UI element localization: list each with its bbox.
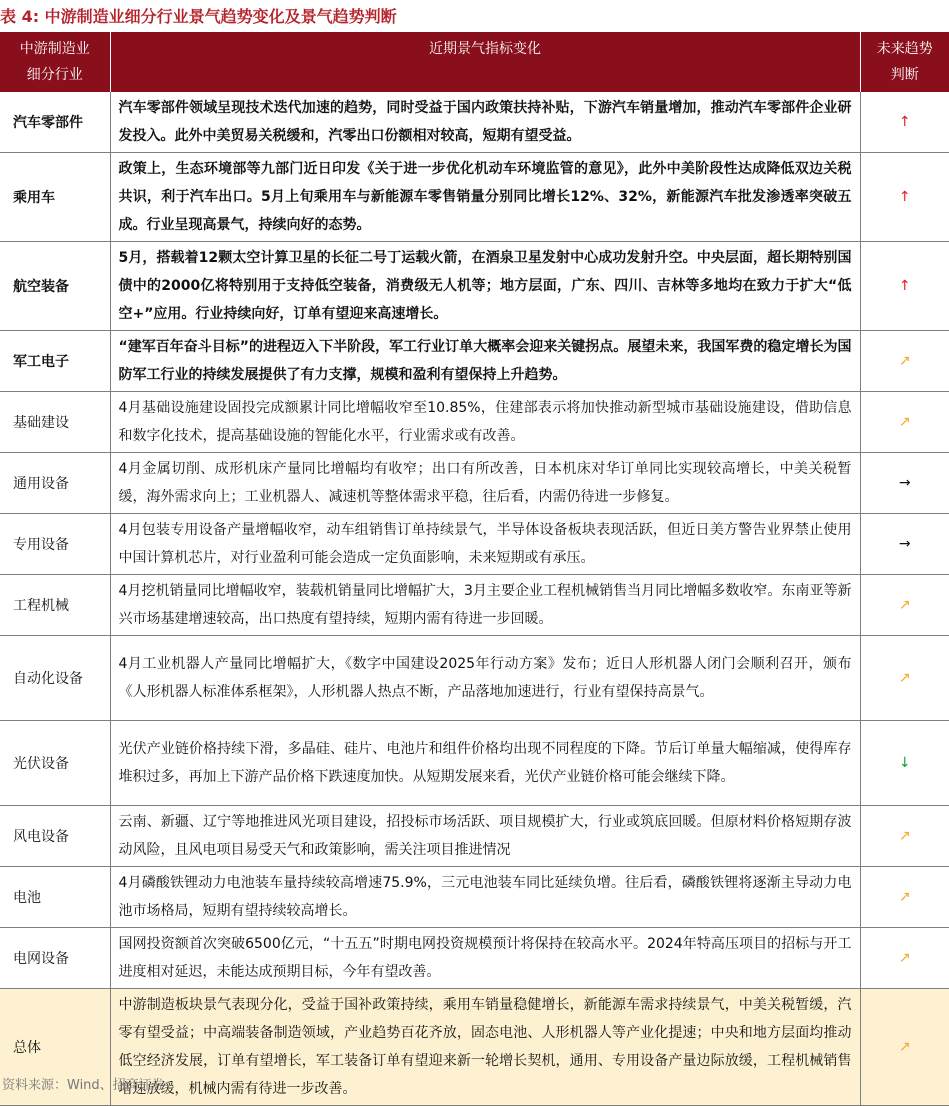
trend-cell [860, 806, 949, 867]
table-row [0, 453, 949, 514]
indicator-description: 云南、新疆、辽宁等地推进风光项目建设，招投标市场活跃、项目规模扩大，行业或筑底回暖。但原材料价格短期存波动风险，且风电项目易受天气和政策影响，需关注项目推进情况 [110, 806, 860, 867]
header-industry [0, 32, 110, 92]
industry-name: 自动化设备 [0, 636, 110, 721]
industry-name: 光伏设备 [0, 721, 110, 806]
header-indicator-change: 近期景气指标变化 [110, 32, 860, 92]
table-row [0, 928, 949, 989]
table-row [0, 721, 949, 806]
arrow-up-icon: ↑ [898, 278, 911, 294]
indicator-description: 5月，搭载着12颗太空计算卫星的长征二号丁运载火箭，在酒泉卫星发射中心成功发射升空。中央层面，超长期特别国债中的2000亿将特别用于支持低空装备，消费级无人机等；地方层面，广东、四川、吉林等多地均在致力于扩大“低空+”应用。行业持续向好，订单有望迎来高速增长。 [110, 242, 860, 331]
arrow-up-right-icon: ↗ [898, 670, 911, 686]
industry-name: 基础建设 [0, 392, 110, 453]
trend-cell [860, 721, 949, 806]
trend-cell [860, 636, 949, 721]
indicator-description: 4月工业机器人产量同比增幅扩大，《数字中国建设2025年行动方案》发布；近日人形机器人闭门会顺利召开，颁布《人形机器人标准体系框架》，人形机器人热点不断，产品落地加速进行，行业有望保持高景气。 [110, 636, 860, 721]
table-row [0, 514, 949, 575]
arrow-up-right-icon: ↗ [898, 353, 911, 369]
trend-cell [860, 453, 949, 514]
arrow-right-icon: → [898, 536, 911, 552]
trend-cell [860, 989, 949, 1106]
industry-name: 航空装备 [0, 242, 110, 331]
indicator-description: 4月包装专用设备产量增幅收窄，动车组销售订单持续景气，半导体设备板块表现活跃，但近日美方警告业界禁止使用中国计算机芯片，对行业盈利可能会造成一定负面影响，未来短期或有承压。 [110, 514, 860, 575]
industry-name: 乘用车 [0, 153, 110, 242]
arrow-up-right-icon: ↗ [898, 889, 911, 905]
table-row [0, 867, 949, 928]
header-trend-line1: 未来趋势 [876, 41, 933, 57]
header-trend-line2: 判断 [890, 67, 919, 83]
trend-cell [860, 514, 949, 575]
trend-cell [860, 575, 949, 636]
industry-name: 风电设备 [0, 806, 110, 867]
arrow-up-right-icon: ↗ [898, 950, 911, 966]
industry-name: 电池 [0, 867, 110, 928]
industry-name: 电网设备 [0, 928, 110, 989]
arrow-up-right-icon: ↗ [898, 828, 911, 844]
table-row [0, 242, 949, 331]
table-row [0, 392, 949, 453]
indicator-description: 中游制造板块景气表现分化，受益于国补政策持续，乘用车销量稳健增长，新能源车需求持续景气，中美关税暂缓，汽零有望受益；中高端装备制造领域，产业趋势百花齐放，固态电池、人形机器人等产业化提速；中央和地方层面均推动低空经济发展，订单有望增长，军工装备订单有望迎来新一轮增长契机，通用、专用设备产量边际放缓，工程机械销售增速放缓，机械内需有待进一步改善。 [110, 989, 860, 1106]
indicator-description: 国网投资额首次突破6500亿元，“十五五”时期电网投资规模预计将保持在较高水平。2024年特高压项目的招标与开工进度相对延迟，未能达成预期目标，今年有望改善。 [110, 928, 860, 989]
table-row [0, 806, 949, 867]
industry-name: 通用设备 [0, 453, 110, 514]
indicator-description: 4月金属切削、成形机床产量同比增幅均有收窄；出口有所改善，日本机床对华订单同比实现较高增长，中美关税暂缓，海外需求向上；工业机器人、减速机等整体需求平稳，往后看，内需仍待进一步修复。 [110, 453, 860, 514]
industry-name: 汽车零部件 [0, 92, 110, 153]
arrow-up-icon: ↑ [898, 114, 911, 130]
trend-cell [860, 153, 949, 242]
trend-cell [860, 92, 949, 153]
indicator-description: “建军百年奋斗目标”的进程迈入下半阶段，军工行业订单大概率会迎来关键拐点。展望未来，我国军费的稳定增长为国防军工行业的持续发展提供了有力支撑，规模和盈利有望保持上升趋势。 [110, 331, 860, 392]
arrow-down-icon: ↓ [898, 755, 911, 771]
arrow-up-right-icon: ↗ [898, 597, 911, 613]
arrow-up-icon: ↑ [898, 189, 911, 205]
trend-cell [860, 242, 949, 331]
table-row [0, 92, 949, 153]
indicator-description: 光伏产业链价格持续下滑，多晶硅、硅片、电池片和组件价格均出现不同程度的下降。节后订单量大幅缩减，使得库存堆积过多，再加上下游产品价格下跌速度加快。从短期发展来看，光伏产业链价格可能会继续下降。 [110, 721, 860, 806]
table-header-row [0, 32, 949, 92]
header-industry-line1: 中游制造业 [19, 41, 90, 57]
table-row [0, 331, 949, 392]
indicator-description: 4月磷酸铁锂动力电池装车量持续较高增速75.9%，三元电池装车同比延续负增。往后看，磷酸铁锂将逐渐主导动力电池市场格局，短期有望持续较高增长。 [110, 867, 860, 928]
trend-cell [860, 867, 949, 928]
arrow-up-right-icon: ↗ [898, 414, 911, 430]
indicator-description: 4月挖机销量同比增幅收窄，装载机销量同比增幅扩大，3月主要企业工程机械销售当月同比增幅多数收窄。东南亚等新兴市场基建增速较高，出口热度有望持续，短期内需有待进一步回暖。 [110, 575, 860, 636]
trend-cell [860, 331, 949, 392]
table-caption: 表 4: 中游制造业细分行业景气趋势变化及景气趋势判断 [0, 7, 397, 26]
table-row [0, 575, 949, 636]
industry-name: 工程机械 [0, 575, 110, 636]
table-row [0, 636, 949, 721]
source-note: 资料来源：Wind、招商证券 [2, 1078, 165, 1093]
industry-name: 军工电子 [0, 331, 110, 392]
arrow-right-icon: → [898, 475, 911, 491]
trend-cell [860, 928, 949, 989]
header-industry-line2: 细分行业 [26, 67, 83, 83]
arrow-up-right-icon: ↗ [898, 1039, 911, 1055]
header-trend [860, 32, 949, 92]
indicator-description: 汽车零部件领域呈现技术迭代加速的趋势，同时受益于国内政策扶持补贴，下游汽车销量增加，推动汽车零部件企业研发投入。此外中美贸易关税缓和，汽零出口份额相对较高，短期有望受益。 [110, 92, 860, 153]
industry-name: 专用设备 [0, 514, 110, 575]
industry-trend-table [0, 32, 949, 1106]
trend-cell [860, 392, 949, 453]
table-row [0, 153, 949, 242]
industry-name: 总体 [0, 989, 110, 1106]
indicator-description: 政策上，生态环境部等九部门近日印发《关于进一步优化机动车环境监管的意见》，此外中美阶段性达成降低双边关税共识，利于汽车出口。5月上旬乘用车与新能源车零售销量分别同比增长12%、32%，新能源汽车批发渗透率突破五成。行业呈现高景气，持续向好的态势。 [110, 153, 860, 242]
indicator-description: 4月基础设施建设固投完成额累计同比增幅收窄至10.85%，住建部表示将加快推动新型城市基础设施建设，借助信息和数字化技术，提高基础设施的智能化水平，行业需求或有改善。 [110, 392, 860, 453]
table-body [0, 92, 949, 1106]
